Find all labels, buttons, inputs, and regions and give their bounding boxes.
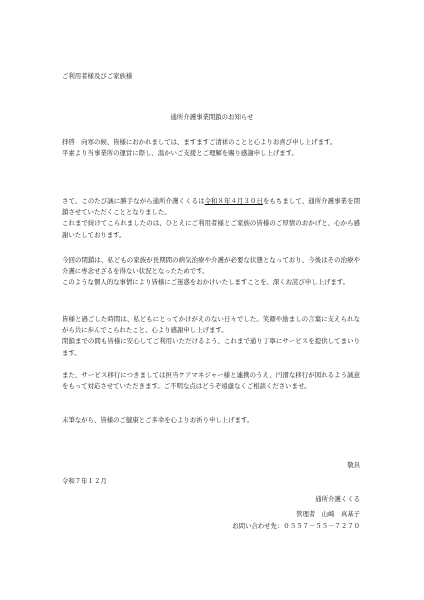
paragraph-closure-notice — [62, 196, 360, 241]
closure-intro: さて、このたび誠に勝手ながら通所介護くくるは — [62, 197, 205, 205]
paragraph-closing-wishes: 末筆ながら、皆様のご健康とご多幸を心よりお祈り申し上げます。 — [62, 416, 254, 424]
signature-organization: 通所介護くくる — [315, 495, 360, 503]
paragraph-greeting: 拝啓 向寒の候、皆様におかれましては、ますますご清祥のことと心よりお喜び申し上げます。 平素より当事業所の運営に際し、温かいご支援とご理解を賜り感謝申し上げます。 — [62, 138, 337, 158]
closure-rest: をもちまして、通所介護事業を閉鎖させていただくこととなりました。 これまで続けてこられましたのは、ひとえにご利用者様とご家族の皆様のご厚情のおかげと、心から感謝いたしております。 — [62, 197, 361, 239]
closing-keigu: 敬具 — [347, 461, 360, 469]
paragraph-reason: 今回の閉鎖は、私どもの家族が長期間の病気治療や介護が必要な状態となっており、今後はその治療や介護に専念せざるを得ない状況となったためです。 このような個人的な事情により皆様にご迷惑をおかけいたしますことを、深くお詫び申し上げます。 — [62, 256, 360, 287]
signature-manager: 管理者 山崎 真基子 — [296, 510, 360, 518]
addressee: ご利用者様及びご家族様 — [62, 72, 133, 80]
document-title: 通所介護事業閉鎖のお知らせ — [170, 113, 254, 121]
letter-date: 令和７年１２月 — [62, 477, 107, 485]
paragraph-service-transition: また、サービス移行につきましては担当ケアマネジャー様と連携のうえ、円滑な移行が図れるよう誠意をもって対応させていただきます。ご不明な点はどうぞ遠慮なくご相談くださいませ。 — [62, 371, 360, 391]
signature-contact: お問い合わせ先：０５５７－５５－７２７０ — [232, 522, 360, 530]
paragraph-gratitude: 皆様と過ごした時間は、私どもにとってかけがえのない日々でした。笑顔や励ましの言葉に支えられながら共に歩んでこられたこと、心より感謝申し上げます。 閉鎖までの間も皆様に安心してご利用いただけるよう、これまで通り丁寧にサービスを提供してまいります。 — [62, 315, 360, 357]
closure-date: 令和８年４月３０日 — [204, 197, 263, 205]
